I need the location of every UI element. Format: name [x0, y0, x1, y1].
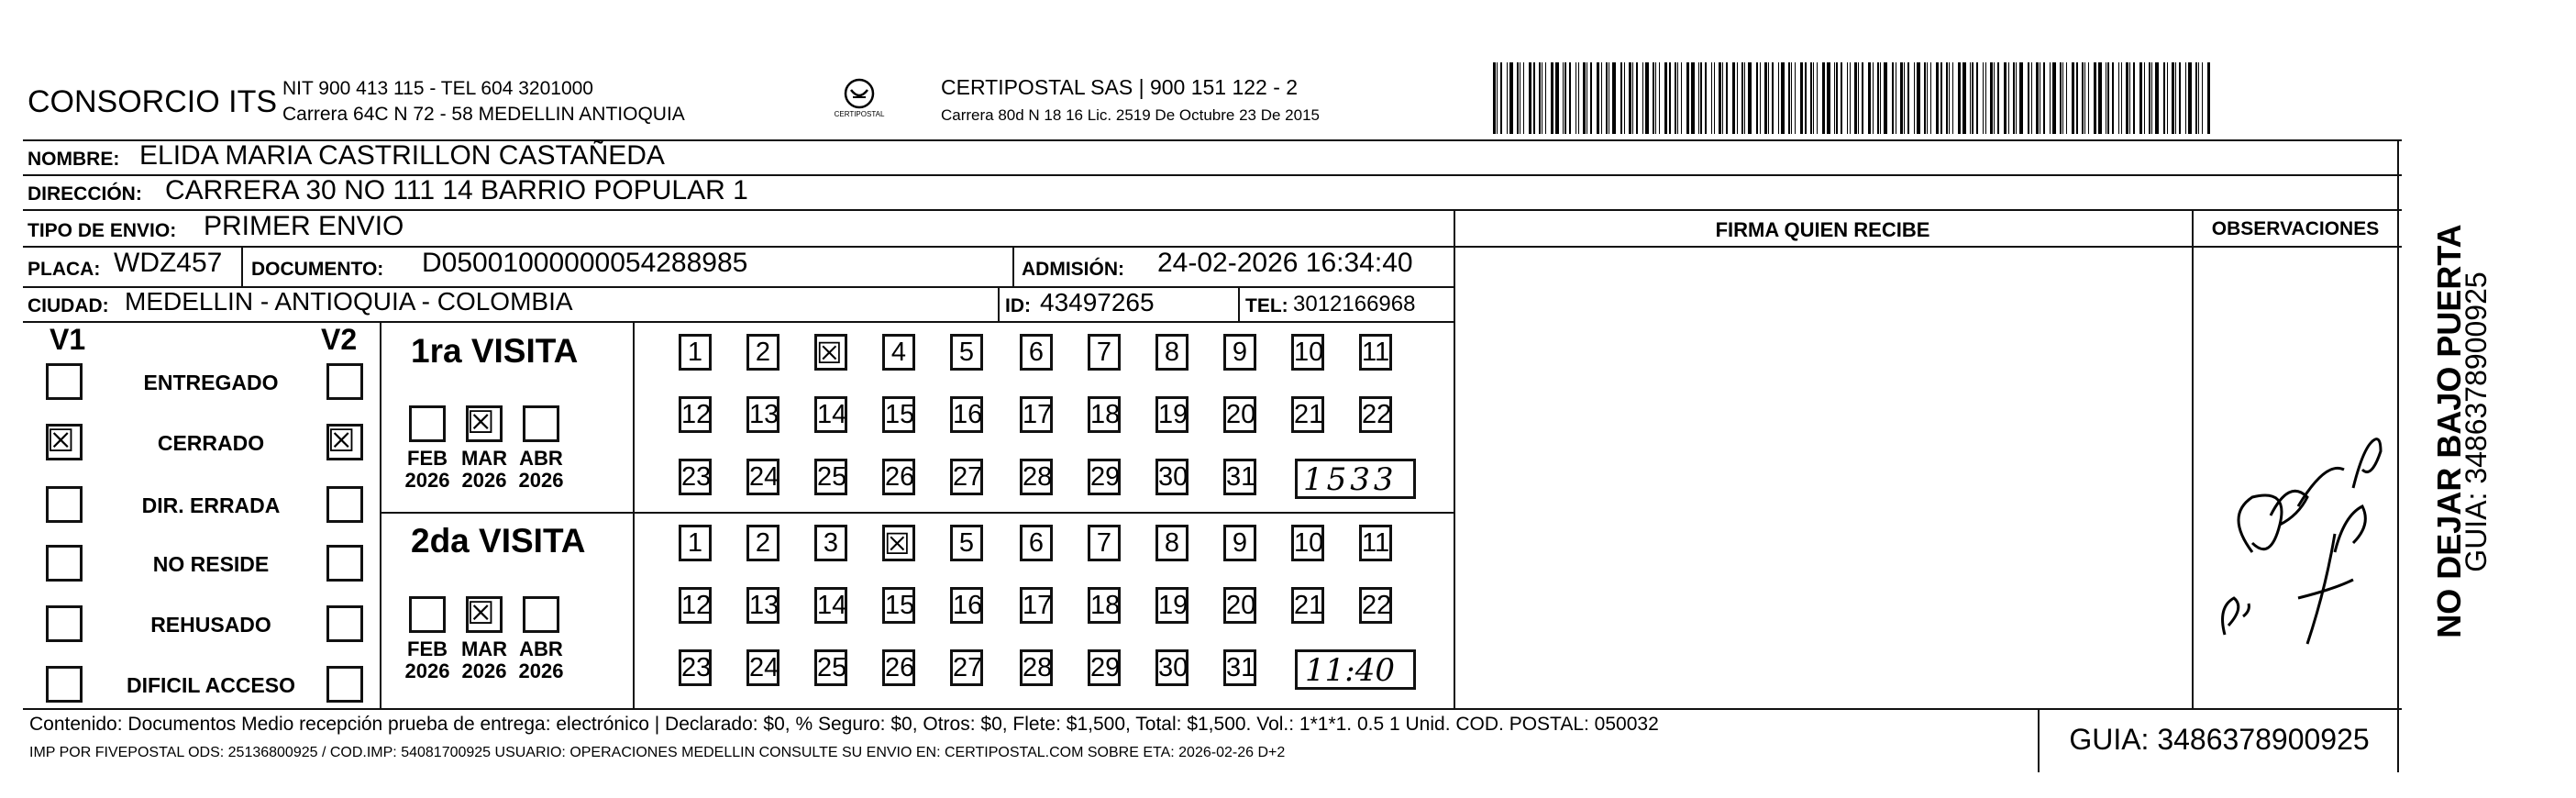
first-visit-title: 1ra VISITA: [411, 332, 579, 370]
v1-checkbox[interactable]: [46, 605, 83, 642]
day-box[interactable]: 8: [1155, 525, 1188, 561]
day-box[interactable]: 22: [1359, 587, 1392, 624]
day-box[interactable]: 21: [1291, 587, 1324, 624]
day-box[interactable]: 5: [950, 334, 983, 371]
v1-label: V1: [50, 323, 86, 356]
tipo-envio-label: TIPO DE ENVIO:: [28, 220, 177, 241]
status-label: REHUSADO: [150, 613, 271, 637]
status-label: NO RESIDE: [152, 552, 270, 576]
admision-label: ADMISIÓN:: [1022, 259, 1124, 280]
day-box[interactable]: 6: [1020, 525, 1053, 561]
month-year: 2026: [404, 469, 450, 492]
day-box[interactable]: 3: [814, 525, 847, 561]
day-box[interactable]: 18: [1088, 587, 1121, 624]
v2-checkbox[interactable]: [326, 545, 363, 582]
month-name: MAR: [460, 637, 508, 660]
day-box[interactable]: 5: [950, 525, 983, 561]
day-box[interactable]: 29: [1088, 459, 1121, 495]
day-box[interactable]: 17: [1020, 396, 1053, 433]
month-name: FEB: [407, 447, 448, 470]
v2-checkbox[interactable]: [326, 666, 363, 703]
second-visit-title: 2da VISITA: [411, 522, 586, 560]
month-label: [460, 448, 508, 492]
day-box[interactable]: 19: [1155, 587, 1188, 624]
day-box[interactable]: 10: [1291, 334, 1324, 371]
day-box[interactable]: [814, 334, 847, 371]
check-mark-icon: ☒: [884, 526, 911, 561]
day-box[interactable]: 16: [950, 396, 983, 433]
month-year: 2026: [461, 469, 507, 492]
check-mark-icon: ☒: [47, 423, 75, 460]
check-mark-icon: ☒: [816, 336, 843, 371]
day-box[interactable]: 2: [746, 525, 779, 561]
id-label: ID:: [1005, 295, 1031, 316]
day-box[interactable]: 20: [1223, 396, 1256, 433]
first-visit-time-text: 1533: [1303, 461, 1398, 498]
day-box[interactable]: 9: [1223, 334, 1256, 371]
day-box[interactable]: 6: [1020, 334, 1053, 371]
day-box[interactable]: 29: [1088, 649, 1121, 686]
status-label: ENTREGADO: [143, 371, 279, 394]
day-box[interactable]: 21: [1291, 396, 1324, 433]
v1-checkbox[interactable]: [46, 424, 83, 460]
day-box[interactable]: 31: [1223, 459, 1256, 495]
placa-label: PLACA:: [28, 259, 101, 280]
day-box[interactable]: 19: [1155, 396, 1188, 433]
month-checkbox[interactable]: [523, 405, 559, 442]
day-box[interactable]: 22: [1359, 396, 1392, 433]
day-box[interactable]: 20: [1223, 587, 1256, 624]
second-visit-time-text: 11:40: [1305, 652, 1395, 689]
month-name: ABR: [519, 447, 563, 470]
nombre-label: NOMBRE:: [28, 149, 120, 170]
certipostal-line1: CERTIPOSTAL SAS | 900 151 122 - 2: [941, 75, 1299, 99]
v2-label: V2: [321, 323, 358, 356]
ciudad-value: MEDELLIN - ANTIOQUIA - COLOMBIA: [125, 287, 573, 316]
ciudad-label: CIUDAD:: [28, 295, 109, 316]
documento-value: D05001000000054288985: [422, 248, 748, 278]
month-checkbox[interactable]: [466, 596, 503, 633]
month-label: [404, 448, 451, 492]
day-box[interactable]: 13: [746, 396, 779, 433]
day-box[interactable]: 11: [1359, 525, 1392, 561]
day-box[interactable]: 28: [1020, 649, 1053, 686]
day-box[interactable]: 24: [746, 649, 779, 686]
v1-checkbox[interactable]: [46, 545, 83, 582]
nombre-value: ELIDA MARIA CASTRILLON CASTAÑEDA: [139, 140, 665, 171]
day-box[interactable]: 15: [882, 587, 915, 624]
side-warning: NO DEJAR BAJO PUERTA: [2430, 224, 2468, 638]
side-text-block: [2399, 174, 2493, 761]
day-box[interactable]: 2: [746, 334, 779, 371]
company-address: Carrera 64C N 72 - 58 MEDELLIN ANTIOQUIA: [282, 104, 685, 125]
certipostal-logo-icon: [825, 73, 893, 128]
second-visit-time: [1295, 649, 1416, 690]
company-name: CONSORCIO ITS: [28, 84, 278, 119]
day-box[interactable]: 17: [1020, 587, 1053, 624]
month-checkbox[interactable]: [466, 405, 503, 442]
footer-guia: GUIA: 3486378900925: [2069, 723, 2370, 756]
day-box[interactable]: 12: [679, 587, 712, 624]
check-mark-icon: ☒: [327, 423, 356, 460]
day-box[interactable]: 31: [1223, 649, 1256, 686]
day-box[interactable]: 18: [1088, 396, 1121, 433]
month-label: [404, 638, 451, 682]
day-box[interactable]: 8: [1155, 334, 1188, 371]
day-box[interactable]: 28: [1020, 459, 1053, 495]
day-box[interactable]: 30: [1155, 649, 1188, 686]
day-box[interactable]: 11: [1359, 334, 1392, 371]
footer-line2: IMP POR FIVEPOSTAL ODS: 25136800925 / COD.IMP: 54081700925 USUARIO: OPERACIONES MEDELLIN CONSULTE SU ENVIO EN: CERTIPOSTAL.COM SOBRE ETA: 2026-02-26 D+2: [29, 745, 1286, 760]
month-checkbox[interactable]: [409, 596, 446, 633]
day-box[interactable]: 23: [679, 459, 712, 495]
check-mark-icon: ☒: [467, 595, 495, 632]
check-mark-icon: ☒: [467, 405, 495, 441]
day-box[interactable]: 30: [1155, 459, 1188, 495]
day-box[interactable]: 23: [679, 649, 712, 686]
day-box[interactable]: 24: [746, 459, 779, 495]
day-box[interactable]: 14: [814, 587, 847, 624]
day-box[interactable]: 4: [882, 334, 915, 371]
status-label: DIR. ERRADA: [141, 493, 281, 517]
month-checkbox[interactable]: [523, 596, 559, 633]
day-box[interactable]: 14: [814, 396, 847, 433]
month-name: MAR: [460, 447, 508, 470]
tel-value: 3012166968: [1293, 292, 1416, 316]
v2-checkbox[interactable]: [326, 486, 363, 523]
barcode: [1493, 62, 2219, 134]
id-value: 43497265: [1040, 288, 1155, 316]
month-year: 2026: [518, 469, 564, 492]
month-checkbox[interactable]: [409, 405, 446, 442]
month-name: ABR: [519, 637, 563, 660]
month-label: [517, 448, 565, 492]
month-label: [460, 638, 508, 682]
day-box[interactable]: 1: [679, 525, 712, 561]
direccion-value: CARRERA 30 NO 111 14 BARRIO POPULAR 1: [165, 175, 748, 205]
side-guia: GUIA: 3486378900925: [2460, 272, 2493, 572]
certipostal-line2: Carrera 80d N 18 16 Lic. 2519 De Octubre 23 De 2015: [941, 106, 1320, 124]
day-box[interactable]: 10: [1291, 525, 1324, 561]
company-nit: NIT 900 413 115 - TEL 604 3201000: [282, 78, 593, 99]
tipo-envio-value: PRIMER ENVIO: [204, 211, 404, 241]
admision-value: 24-02-2026 16:34:40: [1157, 248, 1413, 278]
day-box[interactable]: 26: [882, 459, 915, 495]
day-box[interactable]: 25: [814, 459, 847, 495]
month-year: 2026: [404, 659, 450, 682]
v2-checkbox[interactable]: [326, 424, 363, 460]
observaciones-header: OBSERVACIONES: [2211, 218, 2380, 239]
day-box[interactable]: 15: [882, 396, 915, 433]
firma-header: FIRMA QUIEN RECIBE: [1715, 218, 1930, 241]
tel-label: TEL:: [1245, 295, 1288, 316]
placa-value: WDZ457: [114, 248, 223, 278]
handwritten-signature: [2197, 323, 2395, 706]
day-box[interactable]: 27: [950, 459, 983, 495]
day-box[interactable]: 25: [814, 649, 847, 686]
day-box[interactable]: 7: [1088, 525, 1121, 561]
month-year: 2026: [461, 659, 507, 682]
documento-label: DOCUMENTO:: [251, 259, 384, 280]
logo-text: CERTIPOSTAL: [834, 110, 885, 118]
v2-checkbox[interactable]: [326, 605, 363, 642]
day-box[interactable]: 12: [679, 396, 712, 433]
v2-checkbox[interactable]: [326, 363, 363, 400]
v1-checkbox[interactable]: [46, 666, 83, 703]
month-label: [517, 638, 565, 682]
footer-line1: Contenido: Documentos Medio recepción prueba de entrega: electrónico | Declarado: $0, % Seguro: $0, Otros: $0, Flete: $1,500, Total: $1,500. Vol.: 1*1*1. 0.5 1 Unid. COD. POSTAL: 050032: [29, 714, 1659, 735]
day-box[interactable]: 16: [950, 587, 983, 624]
month-year: 2026: [518, 659, 564, 682]
day-box[interactable]: 27: [950, 649, 983, 686]
first-visit-time: [1295, 459, 1416, 499]
day-box[interactable]: 26: [882, 649, 915, 686]
status-label: CERRADO: [157, 431, 265, 455]
day-box[interactable]: 7: [1088, 334, 1121, 371]
v1-checkbox[interactable]: [46, 486, 83, 523]
day-box[interactable]: 9: [1223, 525, 1256, 561]
status-label: DIFICIL ACCESO: [126, 673, 295, 697]
day-box[interactable]: 1: [679, 334, 712, 371]
month-name: FEB: [407, 637, 448, 660]
direccion-label: DIRECCIÓN:: [28, 183, 142, 205]
day-box[interactable]: [882, 525, 915, 561]
v1-checkbox[interactable]: [46, 363, 83, 400]
day-box[interactable]: 13: [746, 587, 779, 624]
